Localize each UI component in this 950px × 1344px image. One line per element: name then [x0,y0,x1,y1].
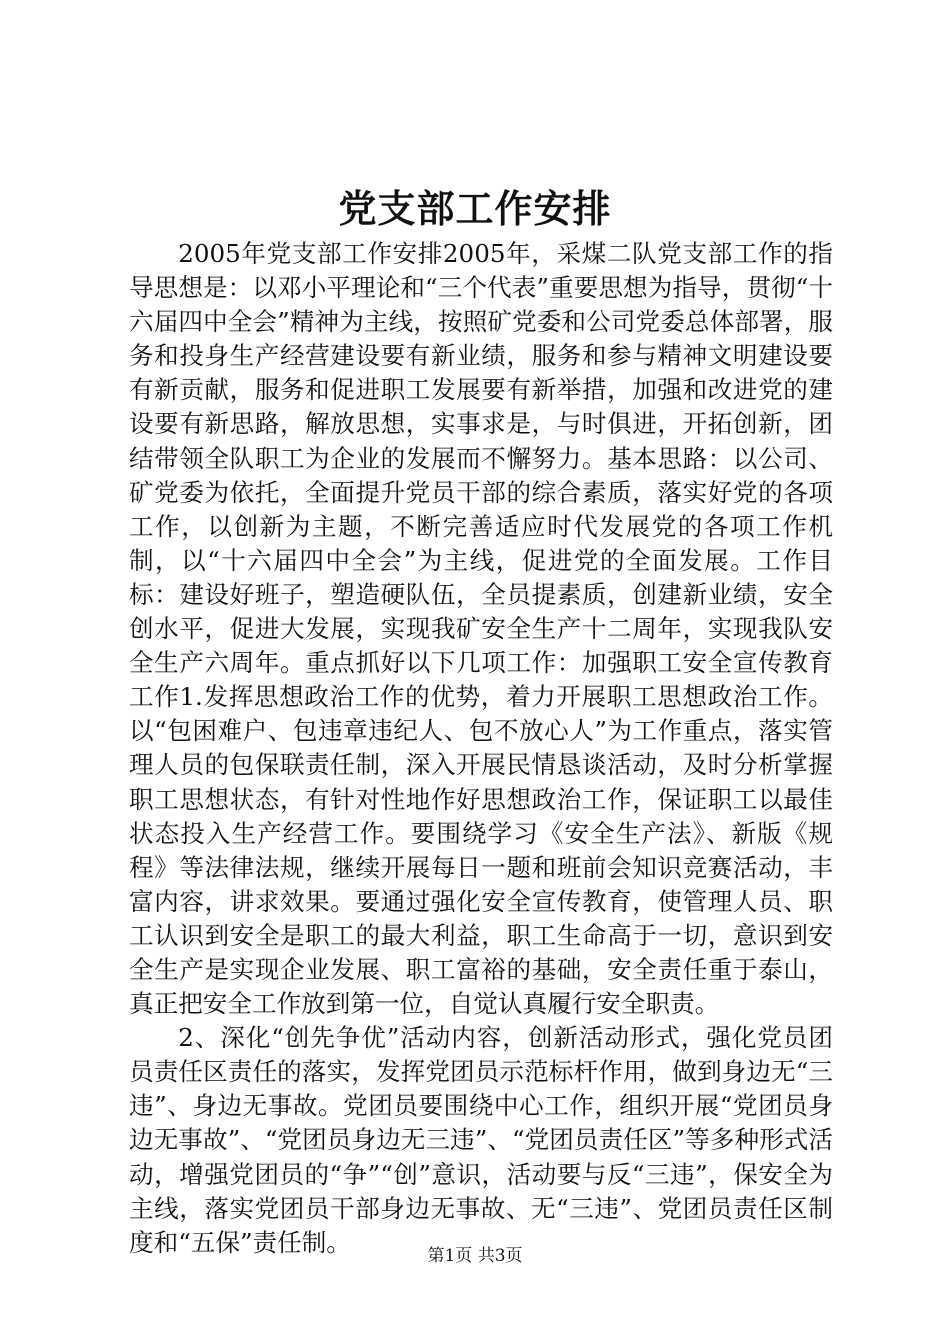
document-body [129,237,833,1260]
paragraph-1: 2005年党支部工作安排2005年，采煤二队党支部工作的指导思想是：以邓小平理论和“三个代表”重要思想为指导，贯彻“十六届四中全会”精神为主线，按照矿党委和公司党委总体部署，服务和投身生产经营建设要有新业绩，服务和参与精神文明建设要有新贡献，服务和促进职工发展要有新举措，加强和改进党的建设要有新思路，解放思想，实事求是，与时俱进，开拓创新，团结带领全队职工为企业的发展而不懈努力。基本思路：以公司、矿党委为依托，全面提升党员干部的综合素质，落实好党的各项工作，以创新为主题，不断完善适应时代发展党的各项工作机制，以“十六届四中全会”为主线，促进党的全面发展。工作目标：建设好班子，塑造硬队伍，全员提素质，创建新业绩，安全创水平，促进大发展，实现我矿安全生产十二周年，实现我队安全生产六周年。重点抓好以下几项工作：加强职工安全宣传教育工作1.发挥思想政治工作的优势，着力开展职工思想政治工作。以“包困难户、包违章违纪人、包不放心人”为工作重点，落实管理人员的包保联责任制，深入开展民情恳谈活动，及时分析掌握职工思想状态，有针对性地作好思想政治工作，保证职工以最佳状态投入生产经营工作。要围绕学习《安全生产法》、新版《规程》等法律法规，继续开展每日一题和班前会知识竞赛活动，丰富内容，讲求效果。要通过强化安全宣传教育，使管理人员、职工认识到安全是职工的最大利益，职工生命高于一切，意识到安全生产是实现企业发展、职工富裕的基础，安全责任重于泰山，真正把安全工作放到第一位，自觉认真履行安全职责。 [129,239,833,1019]
page-number-footer: 第1页 共3页 [427,1246,523,1266]
document-title: 党支部工作安排 [338,186,612,231]
paragraph-2: 2、深化“创先争优”活动内容，创新活动形式，强化党员团员责任区责任的落实，发挥党团员示范标杆作用，做到身边无“三违”、身边无事故。党团员要围绕中心工作，组织开展“党团员身边无事故”、“党团员身边无三违”、“党团员责任区”等多种形式活动，增强党团员的“争”“创”意识，活动要与反“三违”，保安全为主线，落实党团员干部身边无事故、无“三违”、党团员责任区制度和“五保”责任制。 [129,1023,833,1257]
